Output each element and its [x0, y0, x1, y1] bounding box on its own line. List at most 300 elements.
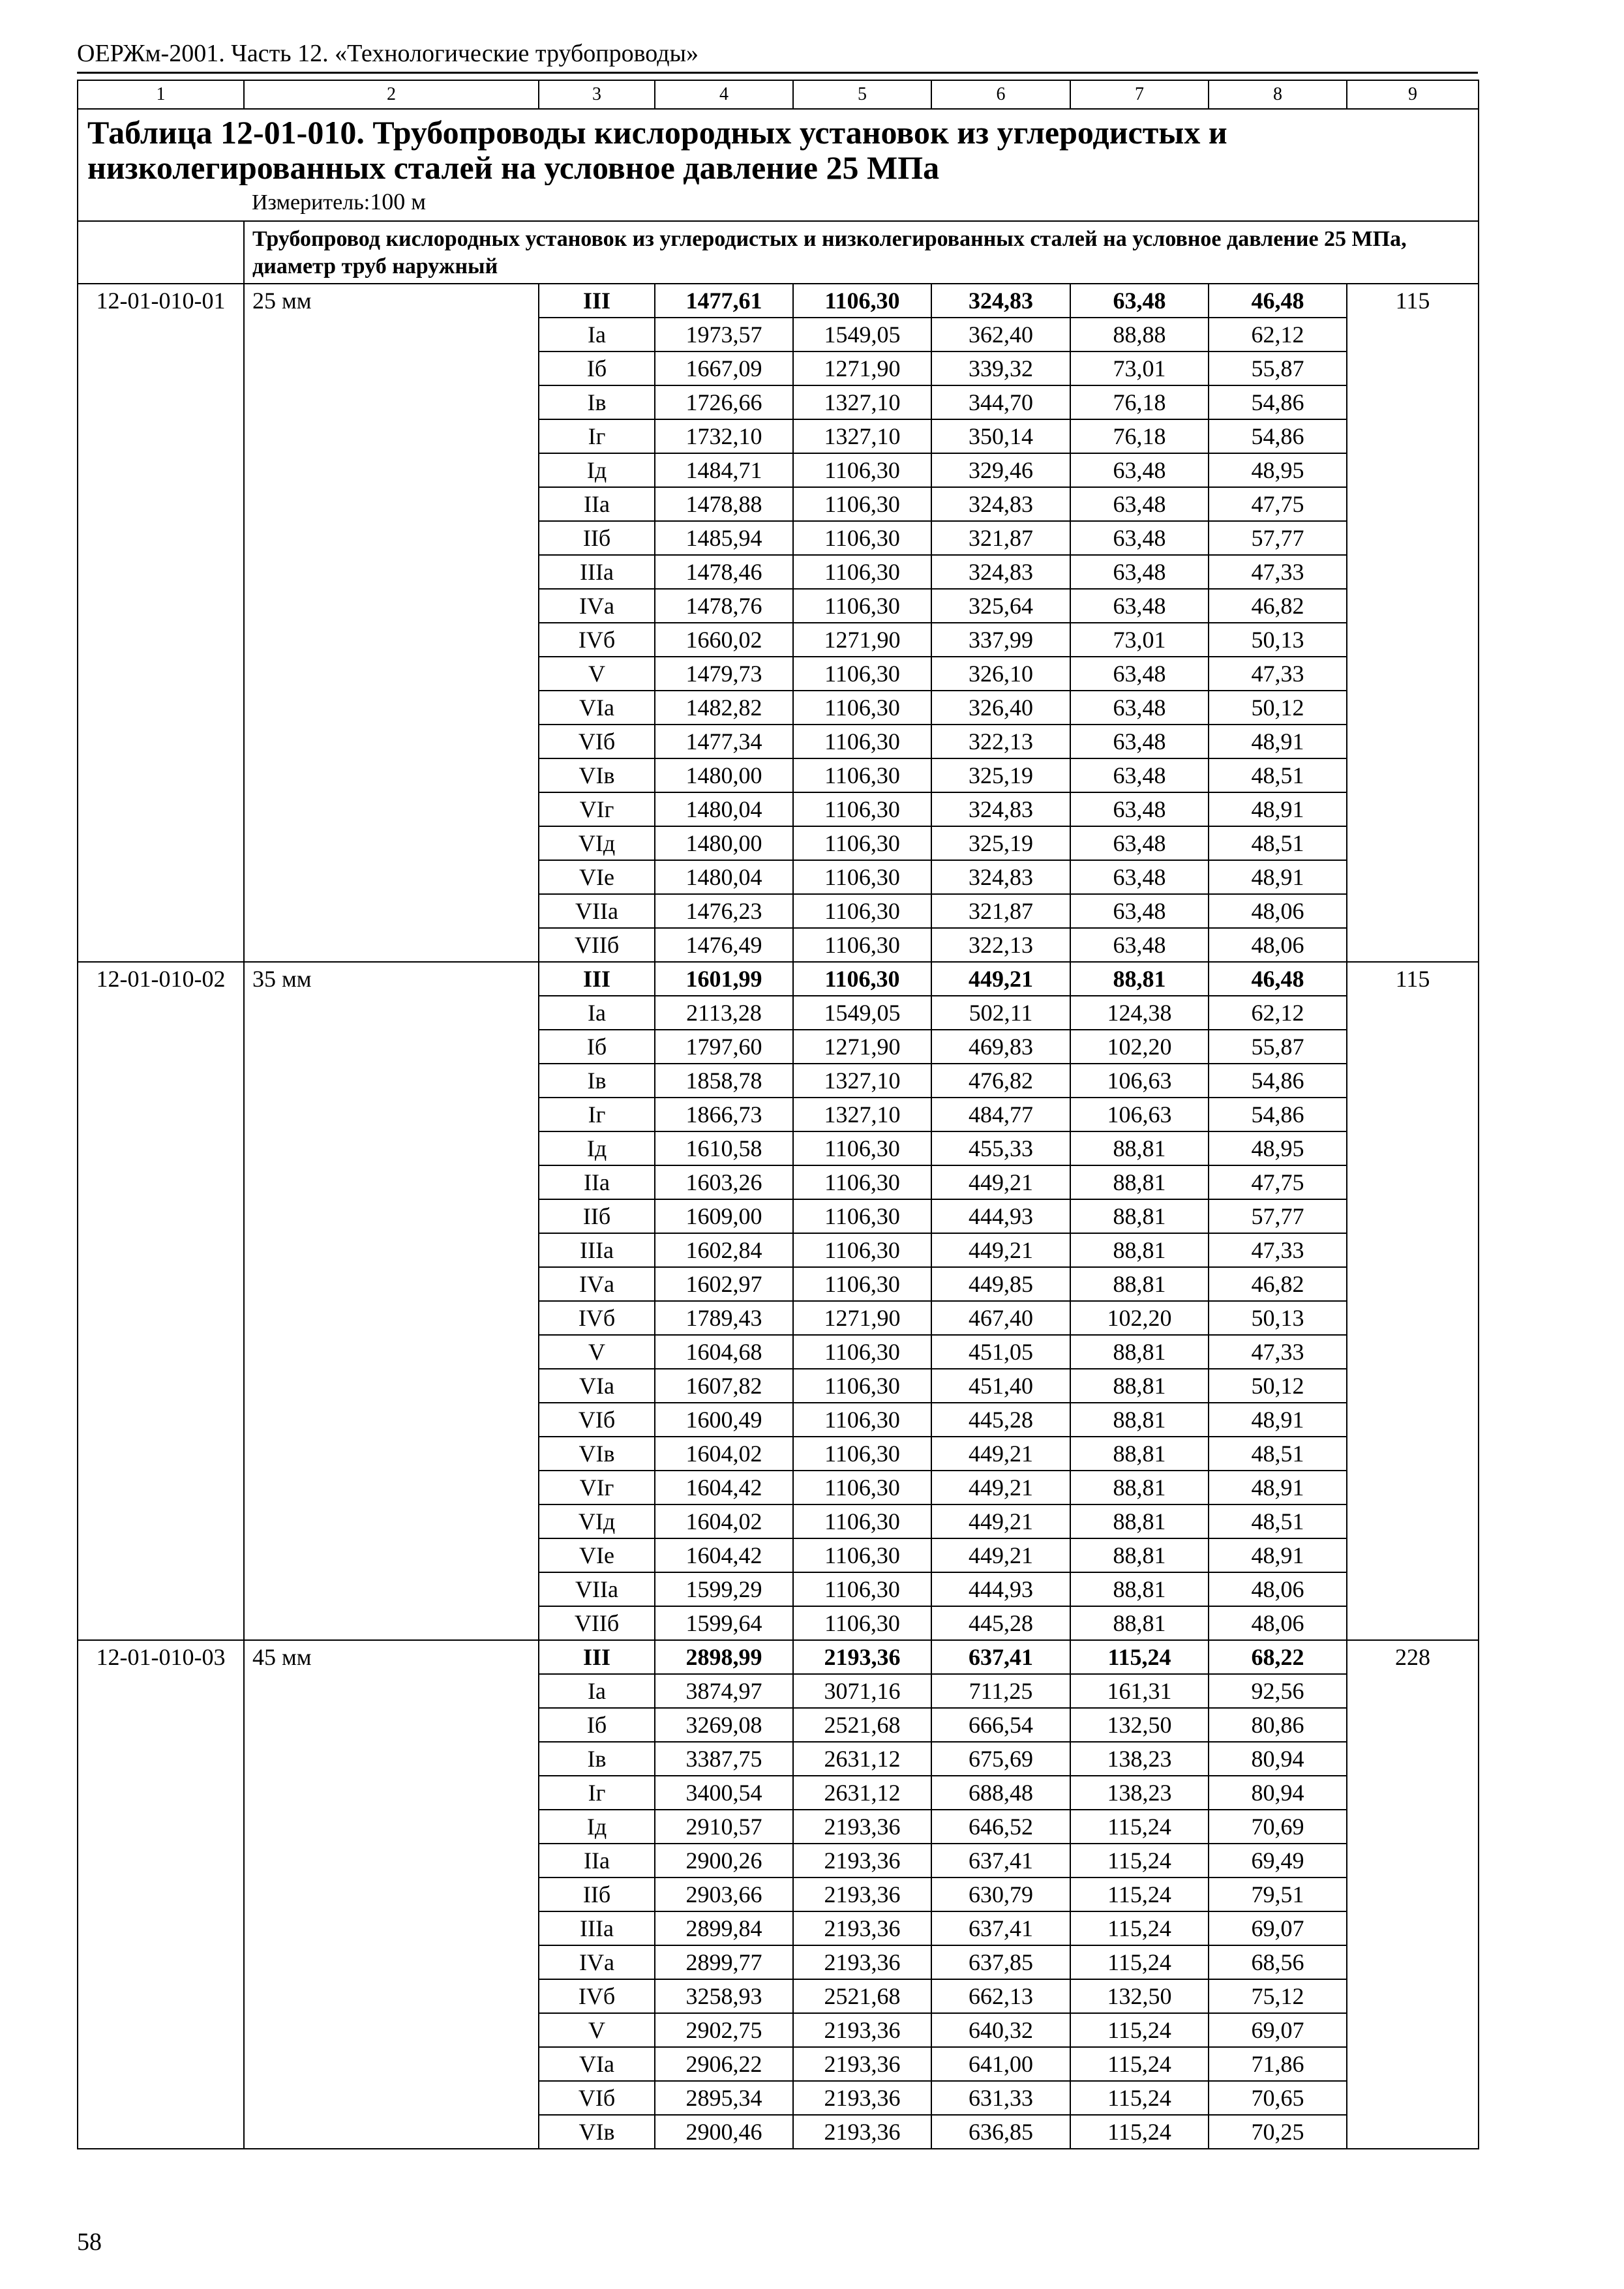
- column-number: 9: [1347, 80, 1479, 109]
- column-number: 7: [1070, 80, 1209, 109]
- machine-cost: 324,83: [931, 284, 1070, 318]
- machine-cost: 449,85: [931, 1267, 1070, 1301]
- materials-cost: 48,06: [1209, 928, 1347, 962]
- machinist-wages: 63,48: [1070, 589, 1209, 623]
- machinist-wages: 138,23: [1070, 1742, 1209, 1776]
- wages: 2193,36: [793, 2013, 931, 2047]
- machinist-wages: 132,50: [1070, 1708, 1209, 1742]
- machine-cost: 449,21: [931, 1471, 1070, 1504]
- machine-cost: 467,40: [931, 1301, 1070, 1335]
- machine-cost: 630,79: [931, 1878, 1070, 1911]
- pipe-diameter: 35 мм: [244, 962, 539, 1640]
- machinist-wages: 115,24: [1070, 2115, 1209, 2149]
- machinist-wages: 115,24: [1070, 1844, 1209, 1878]
- wages: 1327,10: [793, 1064, 931, 1098]
- wages: 3071,16: [793, 1674, 931, 1708]
- machine-cost: 444,93: [931, 1572, 1070, 1606]
- zone-code: III: [539, 962, 655, 996]
- machine-cost: 339,32: [931, 352, 1070, 385]
- machine-cost: 646,52: [931, 1810, 1070, 1844]
- machine-cost: 476,82: [931, 1064, 1070, 1098]
- materials-cost: 48,91: [1209, 1471, 1347, 1504]
- machinist-wages: 102,20: [1070, 1030, 1209, 1064]
- labor-norm: 228: [1347, 1640, 1479, 2149]
- zone-code: VIб: [539, 725, 655, 758]
- machine-cost: 449,21: [931, 1437, 1070, 1471]
- total-cost: 1660,02: [655, 623, 793, 657]
- materials-cost: 46,48: [1209, 962, 1347, 996]
- total-cost: 1480,00: [655, 758, 793, 792]
- total-cost: 1604,68: [655, 1335, 793, 1369]
- column-number: 1: [78, 80, 244, 109]
- materials-cost: 68,22: [1209, 1640, 1347, 1674]
- zone-code: Iг: [539, 419, 655, 453]
- machinist-wages: 73,01: [1070, 352, 1209, 385]
- total-cost: 1602,84: [655, 1233, 793, 1267]
- machinist-wages: 88,81: [1070, 1335, 1209, 1369]
- machinist-wages: 63,48: [1070, 657, 1209, 691]
- machine-cost: 344,70: [931, 385, 1070, 419]
- zone-code: IVб: [539, 623, 655, 657]
- machinist-wages: 88,81: [1070, 1233, 1209, 1267]
- total-cost: 2113,28: [655, 996, 793, 1030]
- machinist-wages: 138,23: [1070, 1776, 1209, 1810]
- total-cost: 2900,26: [655, 1844, 793, 1878]
- zone-code: VIе: [539, 860, 655, 894]
- total-cost: 1477,34: [655, 725, 793, 758]
- machine-cost: 350,14: [931, 419, 1070, 453]
- machinist-wages: 63,48: [1070, 894, 1209, 928]
- machine-cost: 449,21: [931, 1165, 1070, 1199]
- zone-code: Iа: [539, 318, 655, 352]
- page-number: 58: [77, 2228, 102, 2256]
- column-number: 5: [793, 80, 931, 109]
- materials-cost: 47,33: [1209, 555, 1347, 589]
- total-cost: 1600,49: [655, 1403, 793, 1437]
- machinist-wages: 63,48: [1070, 792, 1209, 826]
- wages: 1106,30: [793, 1538, 931, 1572]
- wages: 1106,30: [793, 284, 931, 318]
- machine-cost: 326,40: [931, 691, 1070, 725]
- wages: 1106,30: [793, 1233, 931, 1267]
- materials-cost: 55,87: [1209, 352, 1347, 385]
- materials-cost: 69,07: [1209, 2013, 1347, 2047]
- machine-cost: 637,85: [931, 1945, 1070, 1979]
- wages: 2631,12: [793, 1742, 931, 1776]
- machinist-wages: 63,48: [1070, 826, 1209, 860]
- meter-label: Измеритель:: [252, 190, 370, 215]
- zone-code: VIв: [539, 758, 655, 792]
- materials-cost: 80,94: [1209, 1742, 1347, 1776]
- materials-cost: 48,91: [1209, 860, 1347, 894]
- machinist-wages: 115,24: [1070, 1945, 1209, 1979]
- zone-code: IVа: [539, 589, 655, 623]
- wages: 2193,36: [793, 1878, 931, 1911]
- materials-cost: 50,13: [1209, 623, 1347, 657]
- zone-code: IIа: [539, 487, 655, 521]
- wages: 1106,30: [793, 1572, 931, 1606]
- zone-code: Iд: [539, 1810, 655, 1844]
- total-cost: 1789,43: [655, 1301, 793, 1335]
- machinist-wages: 63,48: [1070, 928, 1209, 962]
- machinist-wages: 63,48: [1070, 521, 1209, 555]
- wages: 1327,10: [793, 1098, 931, 1131]
- materials-cost: 46,48: [1209, 284, 1347, 318]
- machinist-wages: 88,81: [1070, 1504, 1209, 1538]
- labor-norm: 115: [1347, 962, 1479, 1640]
- wages: 1106,30: [793, 1606, 931, 1640]
- wages: 1106,30: [793, 894, 931, 928]
- machine-cost: 637,41: [931, 1640, 1070, 1674]
- zone-code: Iб: [539, 1708, 655, 1742]
- zone-code: Iд: [539, 453, 655, 487]
- materials-cost: 62,12: [1209, 318, 1347, 352]
- materials-cost: 55,87: [1209, 1030, 1347, 1064]
- wages: 2521,68: [793, 1708, 931, 1742]
- total-cost: 1479,73: [655, 657, 793, 691]
- total-cost: 1478,46: [655, 555, 793, 589]
- machine-cost: 636,85: [931, 2115, 1070, 2149]
- machinist-wages: 115,24: [1070, 1878, 1209, 1911]
- machinist-wages: 88,81: [1070, 1437, 1209, 1471]
- materials-cost: 46,82: [1209, 589, 1347, 623]
- materials-cost: 50,12: [1209, 1369, 1347, 1403]
- zone-code: IIа: [539, 1844, 655, 1878]
- total-cost: 1477,61: [655, 284, 793, 318]
- total-cost: 2902,75: [655, 2013, 793, 2047]
- table-row: [78, 284, 1479, 318]
- machine-cost: 675,69: [931, 1742, 1070, 1776]
- machine-cost: 321,87: [931, 521, 1070, 555]
- rate-code: 12-01-010-03: [78, 1640, 244, 2149]
- total-cost: 2895,34: [655, 2081, 793, 2115]
- rate-code: 12-01-010-02: [78, 962, 244, 1640]
- materials-cost: 57,77: [1209, 1199, 1347, 1233]
- zone-code: Iг: [539, 1098, 655, 1131]
- zone-code: VIг: [539, 1471, 655, 1504]
- wages: 1549,05: [793, 318, 931, 352]
- total-cost: 1478,88: [655, 487, 793, 521]
- zone-code: VIIб: [539, 928, 655, 962]
- zone-code: IVб: [539, 1301, 655, 1335]
- total-cost: 3874,97: [655, 1674, 793, 1708]
- machinist-wages: 76,18: [1070, 385, 1209, 419]
- machine-cost: 324,83: [931, 792, 1070, 826]
- materials-cost: 54,86: [1209, 385, 1347, 419]
- wages: 2193,36: [793, 1640, 931, 1674]
- materials-cost: 48,51: [1209, 758, 1347, 792]
- machine-cost: 337,99: [931, 623, 1070, 657]
- wages: 1327,10: [793, 385, 931, 419]
- table-title-row: [78, 109, 1479, 185]
- table-title: Таблица 12-01-010. Трубопроводы кислородных установок из углеродистых и низколегированных сталей на условное давление 25 МПа: [78, 109, 1479, 185]
- header-rule: [77, 72, 1478, 74]
- machinist-wages: 115,24: [1070, 1911, 1209, 1945]
- machinist-wages: 115,24: [1070, 2013, 1209, 2047]
- machinist-wages: 124,38: [1070, 996, 1209, 1030]
- zone-code: Iд: [539, 1131, 655, 1165]
- materials-cost: 48,06: [1209, 1572, 1347, 1606]
- zone-code: IIб: [539, 1199, 655, 1233]
- machine-cost: 451,40: [931, 1369, 1070, 1403]
- machine-cost: 325,19: [931, 758, 1070, 792]
- machinist-wages: 88,81: [1070, 1606, 1209, 1640]
- machine-cost: 637,41: [931, 1844, 1070, 1878]
- zone-code: V: [539, 1335, 655, 1369]
- machinist-wages: 115,24: [1070, 2081, 1209, 2115]
- wages: 1106,30: [793, 1471, 931, 1504]
- total-cost: 3400,54: [655, 1776, 793, 1810]
- machinist-wages: 63,48: [1070, 725, 1209, 758]
- materials-cost: 47,75: [1209, 487, 1347, 521]
- materials-cost: 54,86: [1209, 419, 1347, 453]
- wages: 1271,90: [793, 1301, 931, 1335]
- zone-code: III: [539, 1640, 655, 1674]
- machine-cost: 637,41: [931, 1911, 1070, 1945]
- subheading-empty-cell: [78, 221, 244, 284]
- machine-cost: 641,00: [931, 2047, 1070, 2081]
- total-cost: 1604,42: [655, 1471, 793, 1504]
- wages: 2521,68: [793, 1979, 931, 2013]
- machinist-wages: 88,81: [1070, 1471, 1209, 1504]
- materials-cost: 70,25: [1209, 2115, 1347, 2149]
- subheading-row: [78, 221, 1479, 284]
- total-cost: 1973,57: [655, 318, 793, 352]
- machinist-wages: 88,81: [1070, 1165, 1209, 1199]
- wages: 1106,30: [793, 860, 931, 894]
- materials-cost: 92,56: [1209, 1674, 1347, 1708]
- machinist-wages: 115,24: [1070, 1810, 1209, 1844]
- materials-cost: 47,75: [1209, 1165, 1347, 1199]
- total-cost: 1476,23: [655, 894, 793, 928]
- zone-code: Iг: [539, 1776, 655, 1810]
- total-cost: 1726,66: [655, 385, 793, 419]
- column-numbers-row: [78, 80, 1479, 109]
- total-cost: 1599,64: [655, 1606, 793, 1640]
- materials-cost: 80,94: [1209, 1776, 1347, 1810]
- total-cost: 1609,00: [655, 1199, 793, 1233]
- zone-code: VIа: [539, 1369, 655, 1403]
- column-number: 2: [244, 80, 539, 109]
- total-cost: 1797,60: [655, 1030, 793, 1064]
- meter-row: [78, 185, 1479, 221]
- zone-code: VIд: [539, 1504, 655, 1538]
- wages: 1106,30: [793, 1165, 931, 1199]
- machinist-wages: 161,31: [1070, 1674, 1209, 1708]
- wages: 1106,30: [793, 1369, 931, 1403]
- wages: 1106,30: [793, 1131, 931, 1165]
- wages: 1271,90: [793, 623, 931, 657]
- machine-cost: 455,33: [931, 1131, 1070, 1165]
- zone-code: IIIа: [539, 555, 655, 589]
- total-cost: 2900,46: [655, 2115, 793, 2149]
- zone-code: VIIа: [539, 1572, 655, 1606]
- zone-code: Iа: [539, 996, 655, 1030]
- pipe-diameter: 45 мм: [244, 1640, 539, 2149]
- zone-code: Iб: [539, 352, 655, 385]
- total-cost: 1602,97: [655, 1267, 793, 1301]
- total-cost: 1858,78: [655, 1064, 793, 1098]
- wages: 1106,30: [793, 758, 931, 792]
- wages: 1106,30: [793, 962, 931, 996]
- wages: 1106,30: [793, 487, 931, 521]
- total-cost: 3269,08: [655, 1708, 793, 1742]
- machinist-wages: 115,24: [1070, 1640, 1209, 1674]
- machine-cost: 324,83: [931, 555, 1070, 589]
- machine-cost: 469,83: [931, 1030, 1070, 1064]
- total-cost: 1599,29: [655, 1572, 793, 1606]
- machine-cost: 362,40: [931, 318, 1070, 352]
- total-cost: 2899,84: [655, 1911, 793, 1945]
- machinist-wages: 88,88: [1070, 318, 1209, 352]
- total-cost: 2910,57: [655, 1810, 793, 1844]
- wages: 1106,30: [793, 1267, 931, 1301]
- wages: 1106,30: [793, 521, 931, 555]
- total-cost: 2903,66: [655, 1878, 793, 1911]
- subheading: Трубопровод кислородных установок из углеродистых и низколегированных сталей на условное давление 25 МПа, диаметр труб наружный: [244, 221, 1479, 284]
- zone-code: VIIа: [539, 894, 655, 928]
- total-cost: 1476,49: [655, 928, 793, 962]
- machinist-wages: 88,81: [1070, 1572, 1209, 1606]
- machine-cost: 324,83: [931, 860, 1070, 894]
- machinist-wages: 88,81: [1070, 1538, 1209, 1572]
- wages: 2193,36: [793, 2115, 931, 2149]
- zone-code: IIб: [539, 521, 655, 555]
- wages: 1106,30: [793, 792, 931, 826]
- materials-cost: 69,07: [1209, 1911, 1347, 1945]
- column-number: 6: [931, 80, 1070, 109]
- column-number: 3: [539, 80, 655, 109]
- machinist-wages: 76,18: [1070, 419, 1209, 453]
- total-cost: 2899,77: [655, 1945, 793, 1979]
- wages: 2193,36: [793, 1844, 931, 1878]
- machine-cost: 445,28: [931, 1606, 1070, 1640]
- materials-cost: 79,51: [1209, 1878, 1347, 1911]
- machinist-wages: 88,81: [1070, 1403, 1209, 1437]
- machine-cost: 666,54: [931, 1708, 1070, 1742]
- machine-cost: 445,28: [931, 1403, 1070, 1437]
- machine-cost: 688,48: [931, 1776, 1070, 1810]
- wages: 2193,36: [793, 1911, 931, 1945]
- materials-cost: 47,33: [1209, 657, 1347, 691]
- materials-cost: 62,12: [1209, 996, 1347, 1030]
- machinist-wages: 63,48: [1070, 487, 1209, 521]
- wages: 2193,36: [793, 1945, 931, 1979]
- machinist-wages: 102,20: [1070, 1301, 1209, 1335]
- wages: 1106,30: [793, 691, 931, 725]
- wages: 1327,10: [793, 419, 931, 453]
- materials-cost: 48,51: [1209, 1504, 1347, 1538]
- zone-code: IIIа: [539, 1911, 655, 1945]
- materials-cost: 80,86: [1209, 1708, 1347, 1742]
- materials-cost: 54,86: [1209, 1064, 1347, 1098]
- total-cost: 1478,76: [655, 589, 793, 623]
- machinist-wages: 106,63: [1070, 1064, 1209, 1098]
- zone-code: VIд: [539, 826, 655, 860]
- total-cost: 1610,58: [655, 1131, 793, 1165]
- zone-code: IVа: [539, 1267, 655, 1301]
- machine-cost: 322,13: [931, 928, 1070, 962]
- zone-code: VIб: [539, 1403, 655, 1437]
- materials-cost: 46,82: [1209, 1267, 1347, 1301]
- zone-code: V: [539, 657, 655, 691]
- machinist-wages: 63,48: [1070, 691, 1209, 725]
- meter-value: 100 м: [370, 188, 426, 215]
- zone-code: Iа: [539, 1674, 655, 1708]
- zone-code: IIIа: [539, 1233, 655, 1267]
- wages: 2193,36: [793, 1810, 931, 1844]
- wages: 1106,30: [793, 1504, 931, 1538]
- total-cost: 1482,82: [655, 691, 793, 725]
- materials-cost: 54,86: [1209, 1098, 1347, 1131]
- total-cost: 2906,22: [655, 2047, 793, 2081]
- zone-code: III: [539, 284, 655, 318]
- materials-cost: 47,33: [1209, 1335, 1347, 1369]
- column-number: 8: [1209, 80, 1347, 109]
- machinist-wages: 63,48: [1070, 284, 1209, 318]
- total-cost: 3387,75: [655, 1742, 793, 1776]
- zone-code: VIв: [539, 2115, 655, 2149]
- total-cost: 1480,04: [655, 792, 793, 826]
- zone-code: IIб: [539, 1878, 655, 1911]
- materials-cost: 48,91: [1209, 1538, 1347, 1572]
- materials-cost: 48,91: [1209, 725, 1347, 758]
- total-cost: 1603,26: [655, 1165, 793, 1199]
- wages: 1271,90: [793, 1030, 931, 1064]
- machine-cost: 640,32: [931, 2013, 1070, 2047]
- materials-cost: 50,12: [1209, 691, 1347, 725]
- machinist-wages: 88,81: [1070, 1267, 1209, 1301]
- machinist-wages: 88,81: [1070, 1199, 1209, 1233]
- table-row: [78, 962, 1479, 996]
- total-cost: 1732,10: [655, 419, 793, 453]
- price-table: [77, 80, 1479, 2149]
- machinist-wages: 88,81: [1070, 1131, 1209, 1165]
- machine-cost: 502,11: [931, 996, 1070, 1030]
- zone-code: Iв: [539, 1064, 655, 1098]
- total-cost: 1604,02: [655, 1504, 793, 1538]
- machine-cost: 451,05: [931, 1335, 1070, 1369]
- machinist-wages: 63,48: [1070, 555, 1209, 589]
- wages: 1106,30: [793, 589, 931, 623]
- zone-code: VIб: [539, 2081, 655, 2115]
- wages: 1106,30: [793, 1403, 931, 1437]
- machine-cost: 484,77: [931, 1098, 1070, 1131]
- materials-cost: 57,77: [1209, 521, 1347, 555]
- total-cost: 3258,93: [655, 1979, 793, 2013]
- labor-norm: 115: [1347, 284, 1479, 962]
- zone-code: VIа: [539, 691, 655, 725]
- machine-cost: 711,25: [931, 1674, 1070, 1708]
- materials-cost: 48,91: [1209, 1403, 1347, 1437]
- machine-cost: 631,33: [931, 2081, 1070, 2115]
- materials-cost: 48,95: [1209, 1131, 1347, 1165]
- machine-cost: 444,93: [931, 1199, 1070, 1233]
- machinist-wages: 106,63: [1070, 1098, 1209, 1131]
- machine-cost: 321,87: [931, 894, 1070, 928]
- wages: 1106,30: [793, 453, 931, 487]
- zone-code: IVб: [539, 1979, 655, 2013]
- wages: 2193,36: [793, 2081, 931, 2115]
- materials-cost: 48,51: [1209, 826, 1347, 860]
- wages: 2631,12: [793, 1776, 931, 1810]
- zone-code: VIIб: [539, 1606, 655, 1640]
- zone-code: V: [539, 2013, 655, 2047]
- materials-cost: 69,49: [1209, 1844, 1347, 1878]
- total-cost: 1604,02: [655, 1437, 793, 1471]
- materials-cost: 75,12: [1209, 1979, 1347, 2013]
- zone-code: Iб: [539, 1030, 655, 1064]
